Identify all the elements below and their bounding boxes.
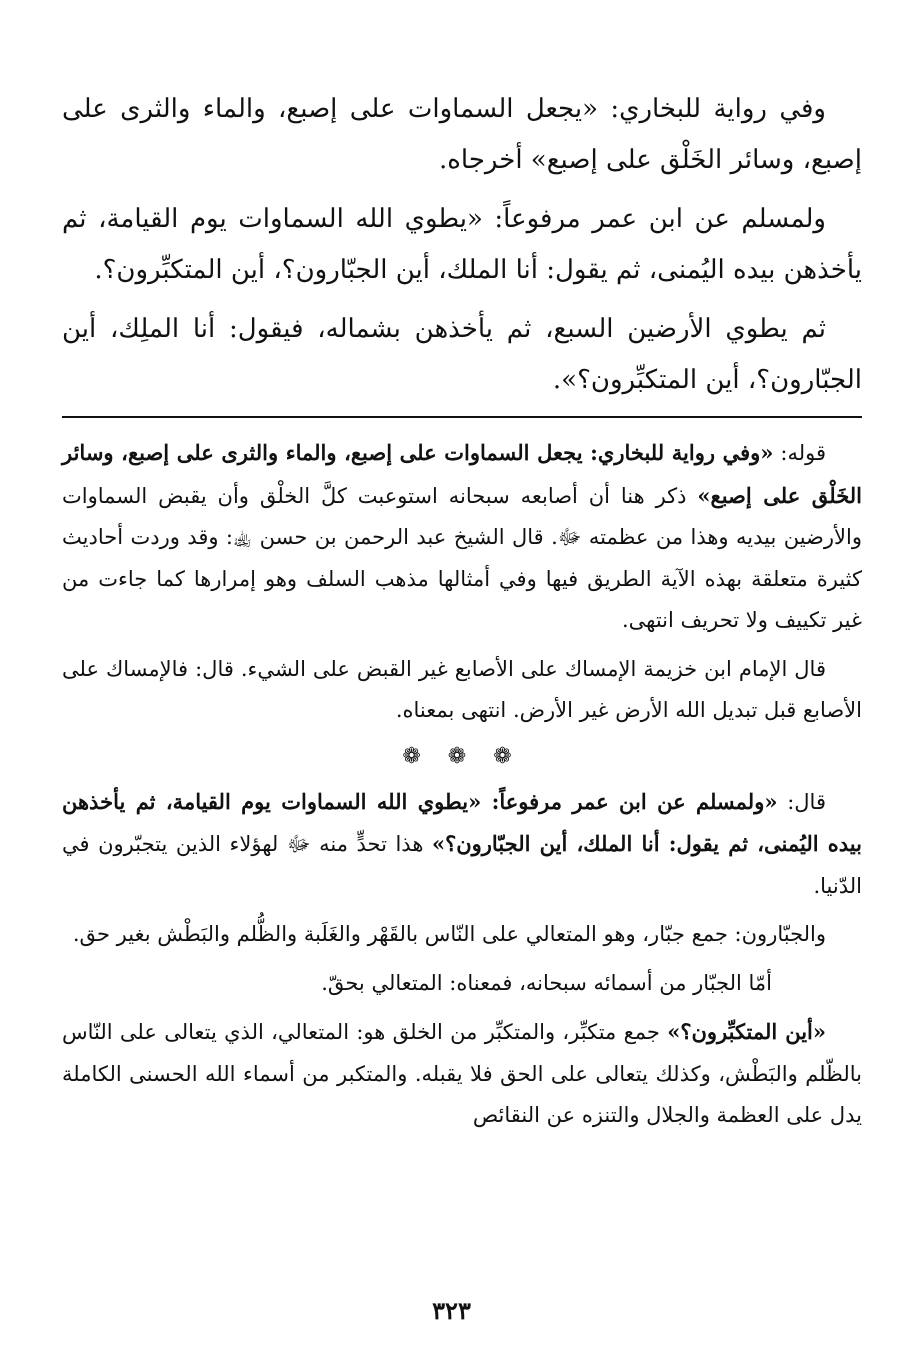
commentary-text: جمع متكبِّر، والمتكبِّر من الخلق هو: المتعالي، الذي يتعالى على النّاس بالظّلم والبَطْش، وكذلك يتعالى على الحق فلا يقبله. والمتكبر من أسماء الله الحسنى الكاملة يدل على العظمة والجلال والتنزه عن النقائص [62,1020,862,1127]
commentary-paragraph-6 [62,1011,862,1137]
commentary-section [62,432,862,1137]
commentary-paragraph-5: أمّا الجبّار من أسمائه سبحانه، فمعناه: المتعالي بحقّ. [321,970,772,995]
commentary-paragraph-1 [62,432,862,642]
commentary-quote: «أين المتكبِّرون؟» [667,1019,826,1044]
hadith-paragraph-bukhari: وفي رواية للبخاري: «يجعل السماوات على إصبع، والماء والثرى على إصبع، وسائر الخَلْق على إصبع» أخرجاه. [62,94,862,175]
commentary-text: ذكر هنا أن أصابعه سبحانه استوعبت كلَّ الخلْق وأن يقبض السماوات والأرضين بيديه وهذا من عظمته ﷻ. قال الشيخ عبد الرحمن بن حسن ﵀: وقد وردت أحاديث كثيرة متعلقة بهذه الآية الطريق فيها وفي أمثالها مذهب السلف وهو إمرارها كما جاءت من غير تكييف ولا تحريف انتهى. [62,483,862,632]
page-body [62,84,862,1144]
commentary-paragraph-3 [62,781,862,908]
ornament-separator: ❁ ❁ ❁ [402,743,522,769]
commentary-text: هذا تحدٍّ منه ﷻ لهؤلاء الذين يتجبّرون في الدّنيا. [62,832,862,898]
section-divider [62,416,862,418]
commentary-paragraph-2: قال الإمام ابن خزيمة الإمساك على الأصابع غير القبض على الشيء. قال: فالإمساك على الأصابع قبل تبديل الله الأرض غير الأرض. انتهى بمعناه. [62,656,862,722]
hadith-paragraph-earths: ثم يطوي الأرضين السبع، ثم يأخذهن بشماله، فيقول: أنا الملِك، أين الجبّارون؟، أين المتكبِّرون؟». [62,314,862,395]
commentary-quote: «ولمسلم عن ابن عمر مرفوعاً: «يطوي الله السماوات يوم القيامة، ثم يأخذهن بيده اليُمنى، ثم يقول: أنا الملك، أين الجبّارون؟» [62,788,862,856]
commentary-lead: قال: [777,789,826,814]
commentary-lead: قوله: [773,441,827,465]
commentary-paragraph-4: والجبّارون: جمع جبّار، وهو المتعالي على النّاس بالقَهْر والغَلَبة والظُّلم والبَطْش بغير حق. [72,922,826,946]
hadith-text-section [62,84,862,406]
hadith-paragraph-muslim: ولمسلم عن ابن عمر مرفوعاً: «يطوي الله السماوات يوم القيامة، ثم يأخذهن بيده اليُمنى، ثم يقول: أنا الملك، أين الجبّارون؟، أين المتكبِّرون؟. [62,204,862,285]
page-number: ٣٢٣ [432,1296,471,1325]
commentary-quote: «وفي رواية للبخاري: يجعل السماوات على إصبع، والماء والثرى على إصبع، وسائر الخَلْق على إصبع» [62,440,862,508]
